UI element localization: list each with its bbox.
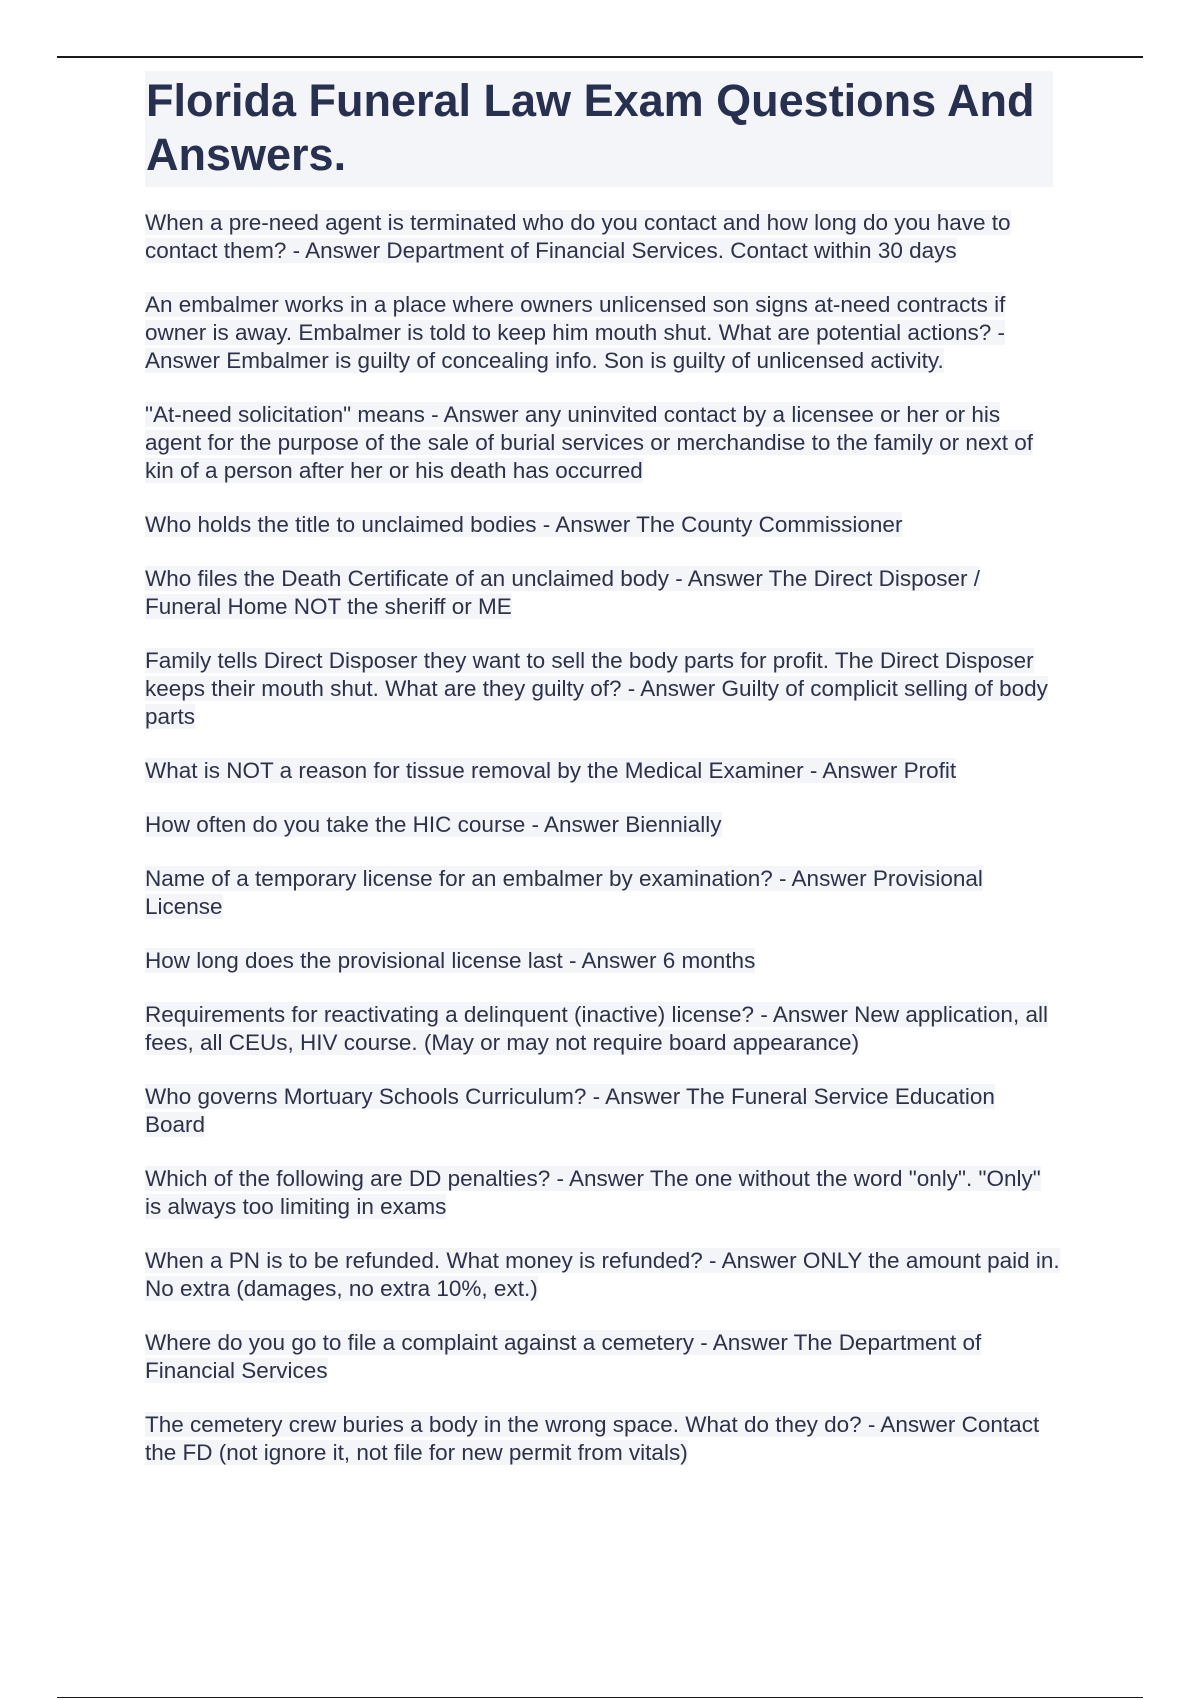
qa-item-3 — [145, 401, 1060, 485]
qa-text: How often do you take the HIC course - Answer Biennially — [145, 812, 722, 837]
qa-item-14 — [145, 1247, 1060, 1303]
qa-text: Name of a temporary license for an embalmer by examination? - Answer Provisional License — [145, 866, 983, 919]
qa-item-13 — [145, 1165, 1060, 1221]
qa-item-9 — [145, 865, 1060, 921]
qa-text: Where do you go to file a complaint against a cemetery - Answer The Department of Financial Services — [145, 1330, 982, 1383]
qa-item-2 — [145, 291, 1060, 375]
qa-item-4 — [145, 511, 1060, 539]
qa-item-8 — [145, 811, 1060, 839]
qa-text: Family tells Direct Disposer they want to sell the body parts for profit. The Direct Disposer keeps their mouth shut. What are they guilty of? - Answer Guilty of complicit selling of body parts — [145, 648, 1048, 729]
qa-text: What is NOT a reason for tissue removal by the Medical Examiner - Answer Profit — [145, 758, 957, 783]
qa-text: Who governs Mortuary Schools Curriculum? - Answer The Funeral Service Education Board — [145, 1084, 995, 1137]
top-rule — [57, 56, 1143, 58]
qa-item-15 — [145, 1329, 1060, 1385]
qa-text: Who holds the title to unclaimed bodies - Answer The County Commissioner — [145, 512, 903, 537]
qa-item-16 — [145, 1411, 1060, 1467]
qa-item-5 — [145, 565, 1060, 621]
qa-text: Which of the following are DD penalties? - Answer The one without the word "only". "Only" is always too limiting in exams — [145, 1166, 1041, 1219]
qa-text: How long does the provisional license last - Answer 6 months — [145, 948, 756, 973]
qa-text: The cemetery crew buries a body in the wrong space. What do they do? - Answer Contact the FD (not ignore it, not file for new permit from vitals) — [145, 1412, 1040, 1465]
qa-text: An embalmer works in a place where owners unlicensed son signs at-need contracts if owner is away. Embalmer is told to keep him mouth shut. What are potential actions? - Answer Embalmer is guilty of concealing info. Son is guilty of unlicensed activity. — [145, 292, 1006, 373]
qa-item-6 — [145, 647, 1060, 731]
qa-text: When a pre-need agent is terminated who do you contact and how long do you have to contact them? - Answer Department of Financial Services. Contact within 30 days — [145, 210, 1011, 263]
qa-text: Requirements for reactivating a delinquent (inactive) license? - Answer New application, all fees, all CEUs, HIV course. (May or may not require board appearance) — [145, 1002, 1048, 1055]
qa-text: "At-need solicitation" means - Answer any uninvited contact by a licensee or her or his agent for the purpose of the sale of burial services or merchandise to the family or next of kin of a person after her or his death has occurred — [145, 402, 1033, 483]
bottom-rule — [57, 1697, 1143, 1698]
qa-text: Who files the Death Certificate of an unclaimed body - Answer The Direct Disposer / Funeral Home NOT the sheriff or ME — [145, 566, 980, 619]
page-title: Florida Funeral Law Exam Questions And Answers. — [145, 71, 1053, 187]
qa-item-10 — [145, 947, 1060, 975]
qa-item-1 — [145, 209, 1060, 265]
qa-text: When a PN is to be refunded. What money is refunded? - Answer ONLY the amount paid in. No extra (damages, no extra 10%, ext.) — [145, 1248, 1060, 1301]
qa-list — [145, 209, 1060, 1493]
qa-item-11 — [145, 1001, 1060, 1057]
qa-item-7 — [145, 757, 1060, 785]
qa-item-12 — [145, 1083, 1060, 1139]
